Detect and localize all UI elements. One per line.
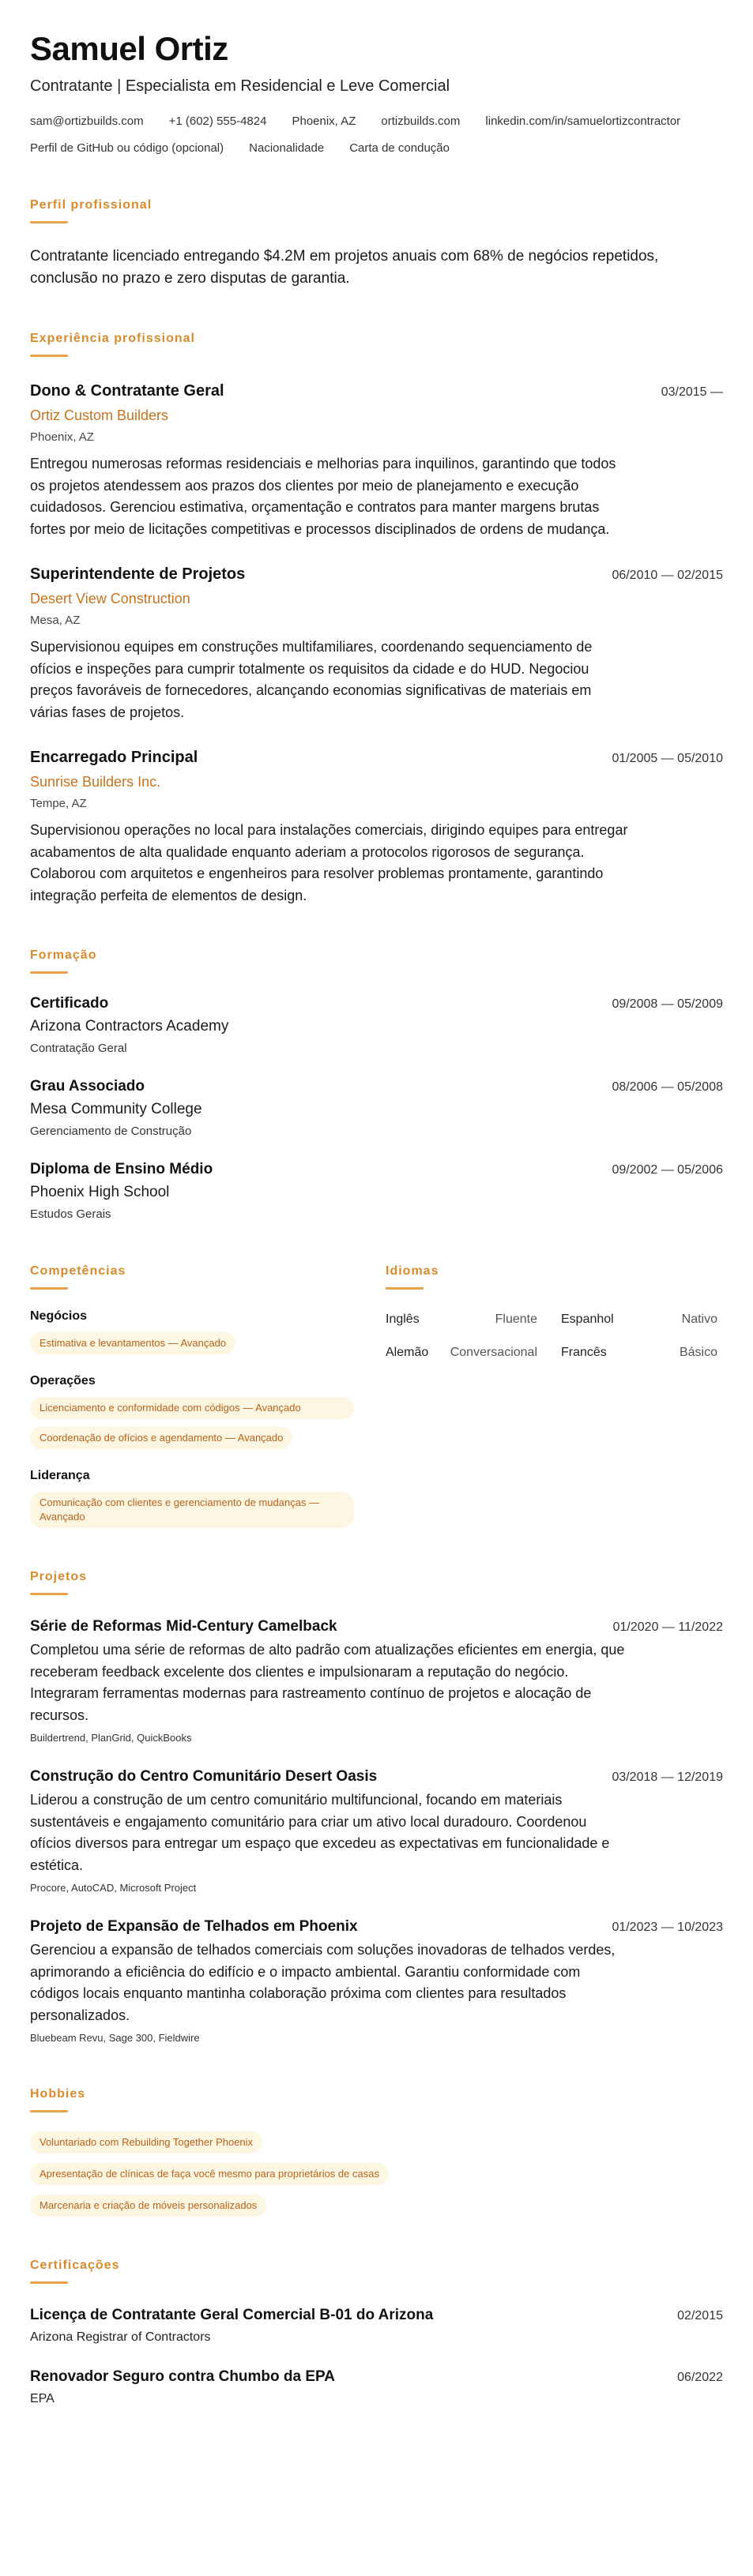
skill-group-title: Operações <box>30 1374 96 1388</box>
skill-group <box>30 1373 386 1449</box>
project-date: 01/2023 — 10/2023 <box>612 1921 723 1934</box>
company-name: Sunrise Builders Inc. <box>30 774 161 790</box>
skills-section <box>30 1264 386 1528</box>
project-description: Gerenciou a expansão de telhados comerciais com soluções inovadoras de telhados verdes, aprimorando a eficiência do edifício e o impacto ambiental. Garantiu conformidade com códigos locais enquanto mantinha colaboração próxima com clientes para resultados personalizados. <box>30 1942 616 2023</box>
education-section <box>30 948 723 1222</box>
profile-summary: Contratante licenciado entregando $4.2M em projetos anuais com 68% de negócios repetidos, conclusão no prazo e zero disputas de garantia. <box>30 248 659 287</box>
section-divider <box>30 971 68 974</box>
section-divider <box>386 1287 424 1290</box>
skill-group <box>30 1468 386 1528</box>
study-field: Gerenciamento de Construção <box>30 1125 192 1138</box>
education-item <box>30 1077 723 1140</box>
degree-name: Grau Associado <box>30 1078 145 1095</box>
skill-group-title: Negócios <box>30 1309 88 1323</box>
job-date: 01/2005 — 05/2010 <box>612 752 723 765</box>
certification-name: Renovador Seguro contra Chumbo da EPA <box>30 2368 336 2385</box>
skill-group-title: Liderança <box>30 1469 90 1482</box>
study-field: Contratação Geral <box>30 1042 127 1055</box>
contact-list <box>30 114 723 156</box>
study-field: Estudos Gerais <box>30 1207 111 1221</box>
job-location: Mesa, AZ <box>30 614 81 627</box>
hobby-chip: Apresentação de clínicas de faça você mesmo para proprietários de casas <box>30 2163 389 2185</box>
project-item <box>30 1767 723 1895</box>
section-divider <box>30 355 68 357</box>
skill-chip: Licenciamento e conformidade com códigos — Avançado <box>30 1397 354 1419</box>
job-location: Tempe, AZ <box>30 797 87 810</box>
section-title: Hobbies <box>30 2087 86 2101</box>
section-divider <box>30 2281 68 2284</box>
projects-section <box>30 1569 723 2045</box>
project-tools: Bluebeam Revu, Sage 300, Fieldwire <box>30 2032 200 2044</box>
degree-name: Diploma de Ensino Médio <box>30 1161 213 1177</box>
experience-item <box>30 564 723 723</box>
language-name: Alemão <box>386 1346 429 1359</box>
education-item <box>30 1160 723 1222</box>
hobby-chip: Voluntariado com Rebuilding Together Phoenix <box>30 2131 262 2154</box>
school-name: Arizona Contractors Academy <box>30 1018 229 1035</box>
language-level: Fluente <box>495 1312 537 1326</box>
hobbies-section <box>30 2086 723 2217</box>
certification-name: Licença de Contratante Geral Comercial B-01 do Arizona <box>30 2307 434 2323</box>
school-name: Mesa Community College <box>30 1101 202 1117</box>
certification-date: 06/2022 <box>677 2371 723 2384</box>
language-item <box>552 1345 717 1361</box>
section-title: Perfil profissional <box>30 198 152 212</box>
job-description: Entregou numerosas reformas residenciais e melhorias para inquilinos, garantindo que todos os projetos atendessem aos prazos dos clientes por meio de planejamento e execução cuidadosos. Gerenciou estimativa, orçamentação e contratos para manter margens brutas fortes por meio de licitações competitivas e processos disciplinados de ordens de mudança. <box>30 456 616 537</box>
certification-issuer: Arizona Registrar of Contractors <box>30 2330 211 2344</box>
education-date: 08/2006 — 05/2008 <box>612 1080 723 1094</box>
contact-location: Phoenix, AZ <box>292 115 356 128</box>
skill-chip: Estimativa e levantamentos — Avançado <box>30 1332 235 1354</box>
section-title: Competências <box>30 1264 126 1278</box>
section-title: Certificações <box>30 2259 120 2272</box>
job-description: Supervisionou equipes em construções multifamiliares, coordenando sequenciamento de ofícios e inspeções para cumprir totalmente os requisitos da cidade e do HUD. Negociou preços favoráveis de fornecedores, alcançando economias significativas de materiais em várias fases de projetos. <box>30 639 593 720</box>
language-item <box>386 1345 552 1361</box>
experience-section <box>30 331 723 907</box>
education-date: 09/2002 — 05/2006 <box>612 1163 723 1177</box>
certification-date: 02/2015 <box>677 2309 723 2323</box>
section-divider <box>30 1593 68 1595</box>
project-item <box>30 1917 723 2045</box>
language-item <box>552 1312 717 1327</box>
section-title: Formação <box>30 948 97 962</box>
language-name: Francês <box>561 1346 607 1359</box>
hobby-chip: Marcenaria e criação de móveis personalizados <box>30 2195 266 2217</box>
contact-phone: +1 (602) 555-4824 <box>168 115 267 128</box>
skill-chip: Comunicação com clientes e gerenciamento de mudanças — Avançado <box>30 1492 354 1528</box>
project-item <box>30 1617 723 1745</box>
profile-section <box>30 197 723 290</box>
section-divider <box>30 1287 68 1290</box>
languages-section <box>386 1264 717 1528</box>
section-title: Experiência profissional <box>30 332 195 345</box>
certification-issuer: EPA <box>30 2392 55 2405</box>
project-tools: Buildertrend, PlanGrid, QuickBooks <box>30 1732 192 1744</box>
language-name: Inglês <box>386 1312 420 1326</box>
section-divider <box>30 2110 68 2112</box>
job-description: Supervisionou operações no local para instalações comerciais, dirigindo equipes para entregar acabamentos de alta qualidade enquanto aderiam a protocolos rigorosos de segurança. Colaborou com arquitetos e engenheiros para resolver problemas prontamente, garantindo integração perfeita de elementos de design. <box>30 822 628 903</box>
section-divider <box>30 221 68 223</box>
skills-languages-row <box>30 1264 723 1528</box>
project-date: 03/2018 — 12/2019 <box>612 1771 723 1784</box>
certifications-section <box>30 2258 723 2407</box>
contact-email: sam@ortizbuilds.com <box>30 115 144 128</box>
company-name: Desert View Construction <box>30 591 190 606</box>
project-name: Projeto de Expansão de Telhados em Phoenix <box>30 1918 358 1935</box>
candidate-headline: Contratante | Especialista em Residencial e Leve Comercial <box>30 77 450 95</box>
skill-chip: Coordenação de ofícios e agendamento — Avançado <box>30 1427 292 1449</box>
contact-github: Perfil de GitHub ou código (opcional) <box>30 141 224 155</box>
project-tools: Procore, AutoCAD, Microsoft Project <box>30 1882 197 1894</box>
education-item <box>30 994 723 1057</box>
project-date: 01/2020 — 11/2022 <box>612 1620 723 1634</box>
contact-nationality: Nacionalidade <box>249 141 325 155</box>
language-item <box>386 1312 552 1327</box>
hobbies-list <box>30 2131 723 2217</box>
job-title: Encarregado Principal <box>30 749 198 766</box>
section-title: Projetos <box>30 1570 88 1583</box>
resume-header <box>30 30 723 156</box>
job-title: Dono & Contratante Geral <box>30 382 224 400</box>
contact-driving-license: Carta de condução <box>349 141 450 155</box>
job-date: 03/2015 — <box>661 385 723 399</box>
education-date: 09/2008 — 05/2009 <box>612 997 723 1011</box>
company-name: Ortiz Custom Builders <box>30 407 169 423</box>
experience-item <box>30 381 723 540</box>
contact-website: ortizbuilds.com <box>381 115 461 128</box>
certification-item <box>30 2306 723 2345</box>
project-description: Completou uma série de reformas de alto padrão com atualizações eficientes em energia, que receberam feedback excelente dos clientes e impulsionaram a reputação do negócio. Integraram ferramentas modernas para rastreamento contínuo de projetos e alocação de recursos. <box>30 1642 625 1723</box>
experience-item <box>30 747 723 907</box>
language-level: Nativo <box>681 1312 717 1326</box>
skill-group <box>30 1309 386 1354</box>
project-name: Série de Reformas Mid-Century Camelback <box>30 1618 337 1635</box>
section-title: Idiomas <box>386 1264 439 1278</box>
language-level: Conversacional <box>450 1346 537 1359</box>
degree-name: Certificado <box>30 995 109 1012</box>
job-location: Phoenix, AZ <box>30 430 94 444</box>
languages-grid <box>386 1312 717 1361</box>
certification-item <box>30 2368 723 2407</box>
candidate-name: Samuel Ortiz <box>30 30 228 67</box>
language-name: Espanhol <box>561 1312 614 1326</box>
job-date: 06/2010 — 02/2015 <box>612 569 723 582</box>
school-name: Phoenix High School <box>30 1184 170 1200</box>
language-level: Básico <box>679 1346 717 1359</box>
project-name: Construção do Centro Comunitário Desert Oasis <box>30 1768 378 1785</box>
contact-linkedin: linkedin.com/in/samuelortizcontractor <box>485 115 681 128</box>
job-title: Superintendente de Projetos <box>30 565 246 583</box>
project-description: Liderou a construção de um centro comunitário multifuncional, focando em materiais sustentáveis e engajamento comunitário para criar um ativo local duradouro. Coordenou ofícios diversos para entregar um espaço que excedeu as expectativas em funcionalidade e estética. <box>30 1792 610 1873</box>
